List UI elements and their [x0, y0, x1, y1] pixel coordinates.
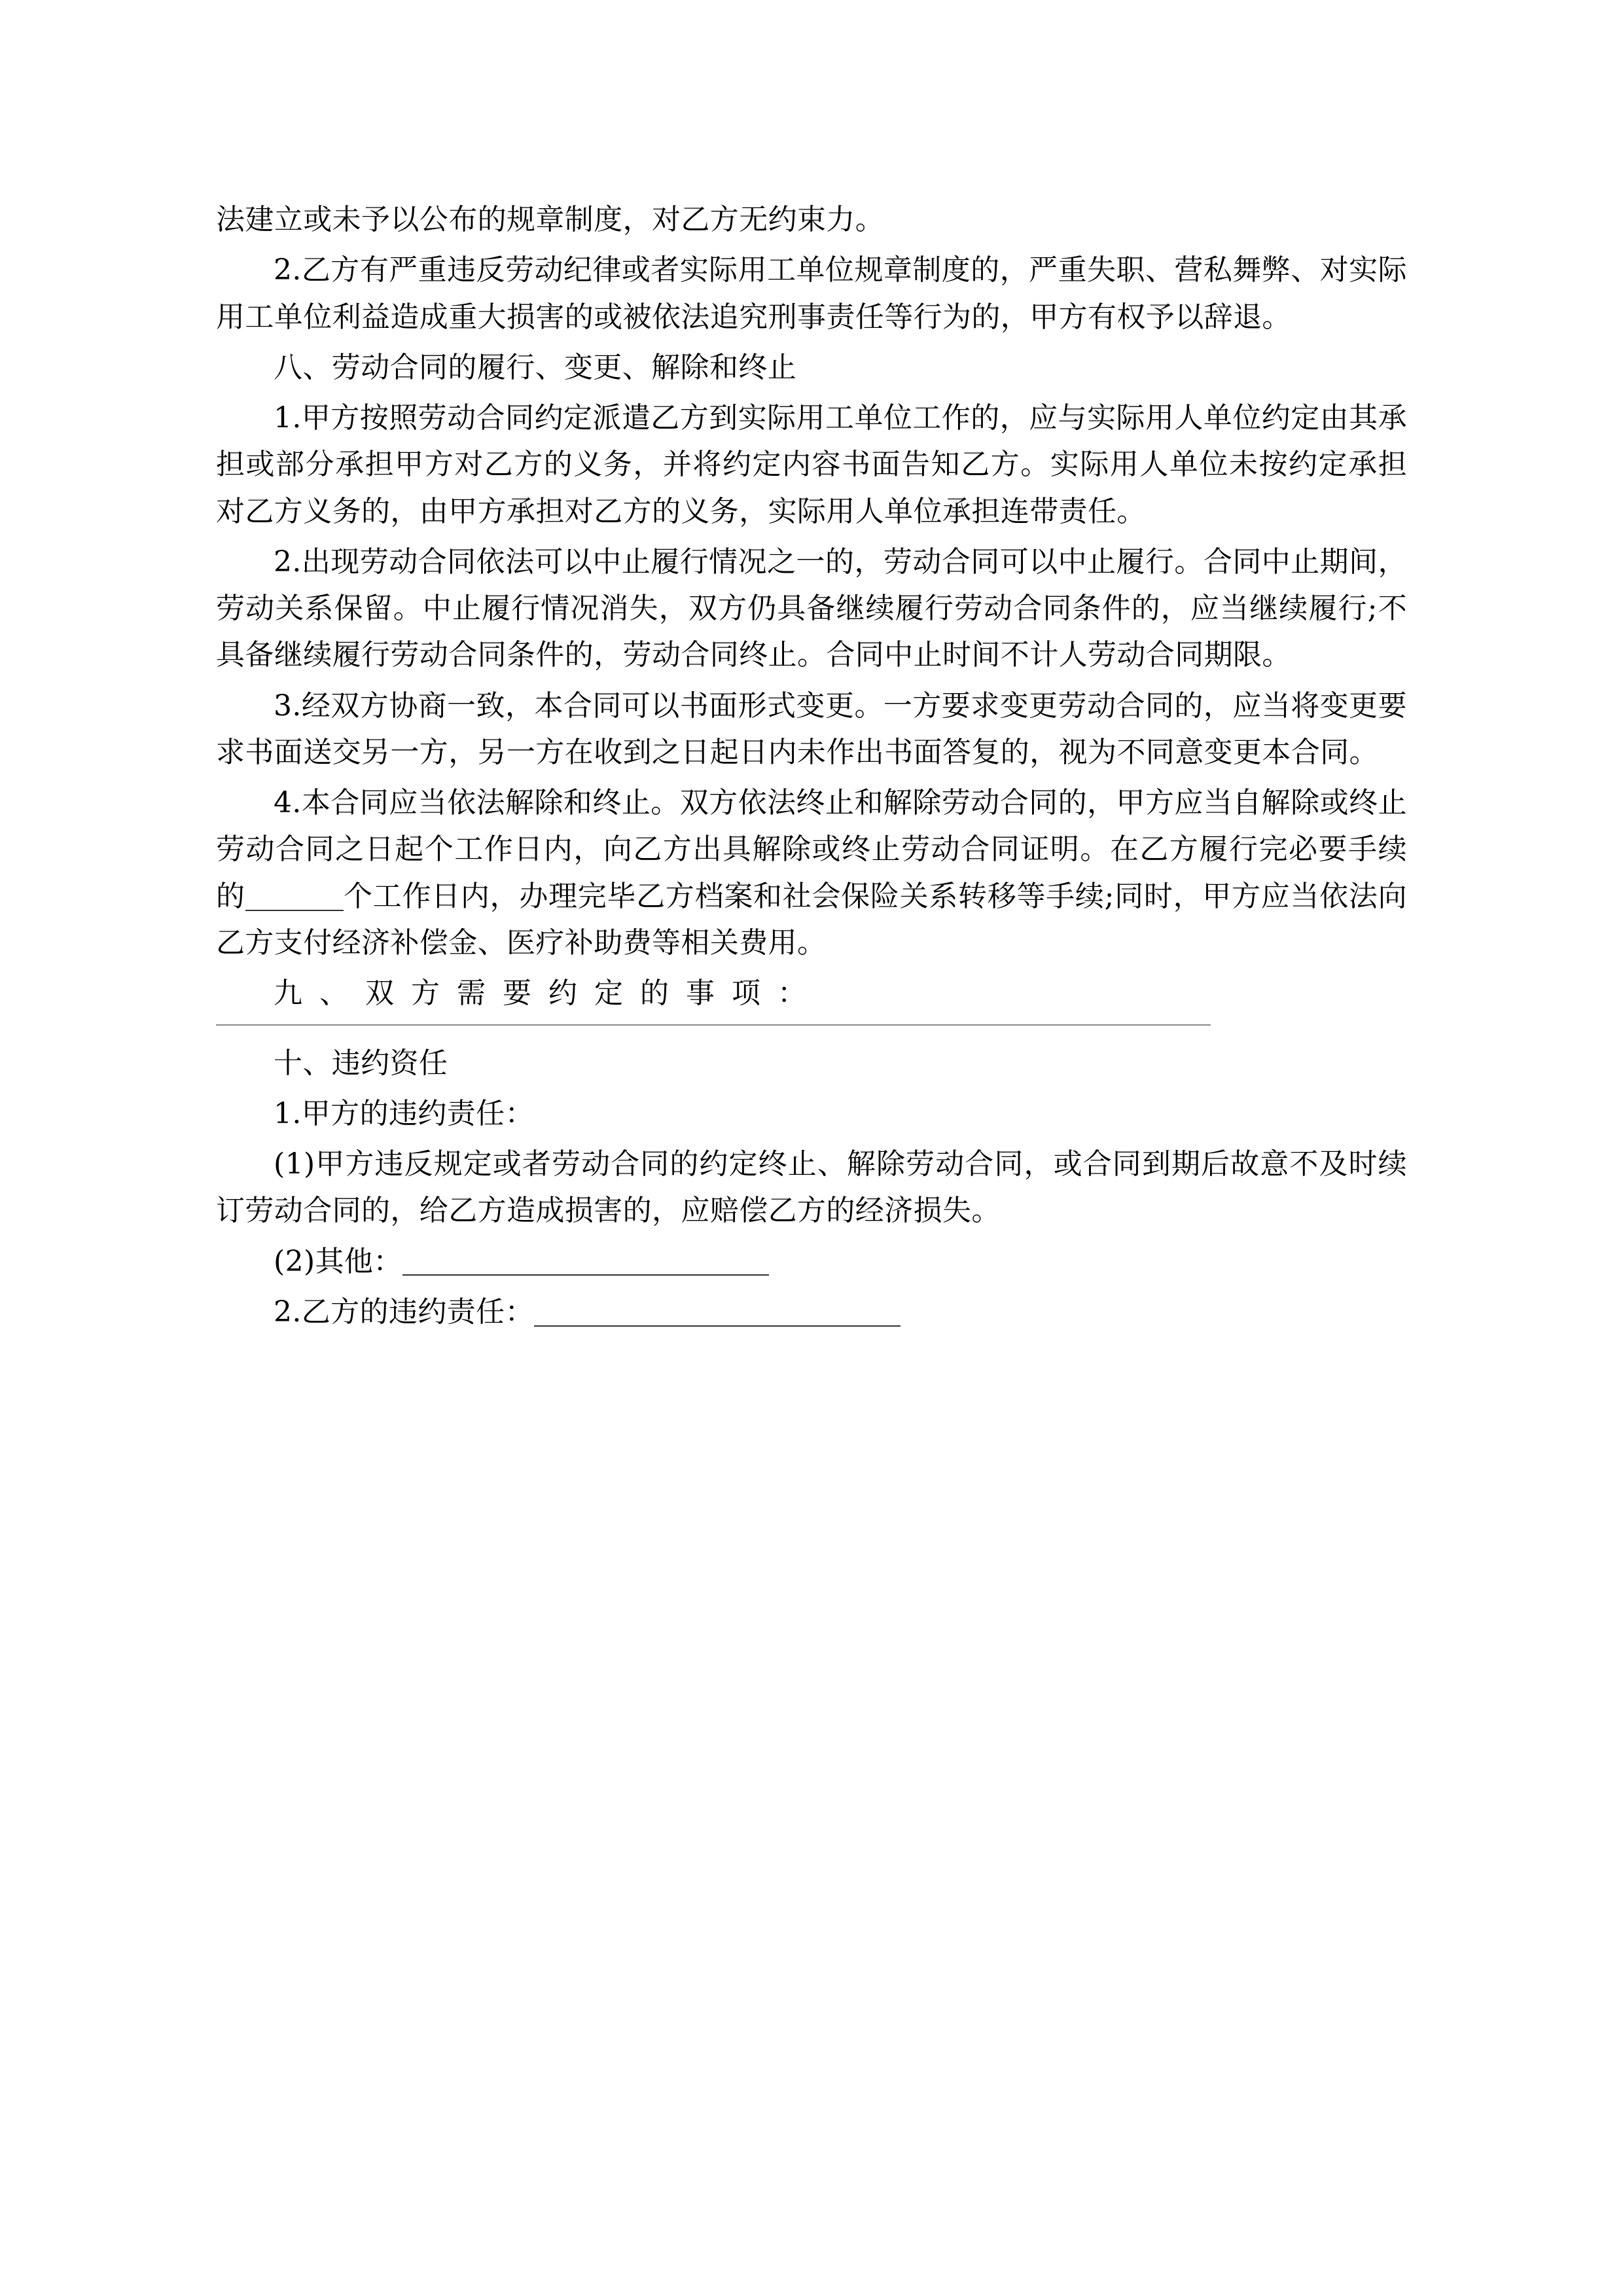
- paragraph-8-4-part2: 个工作日内，办理完毕乙方档案和社会保险关系转移等手续;同时，甲方应当依法向乙方支付经济补偿金、医疗补助费等相关费用。: [216, 879, 1407, 960]
- heading-section-10: 十、违约资任: [274, 1046, 448, 1080]
- heading-section-9: 九、双方需要约定的事项：: [274, 977, 823, 1011]
- paragraph-8-1: 1.甲方按照劳动合同约定派遣乙方到实际用工单位工作的，应与实际用人单位约定由其承担或部分承担甲方对乙方的义务，并将约定内容书面告知乙方。实际用人单位未按约定承担对乙方义务的，由甲方承担对乙方的义务，实际用人单位承担连带责任。: [216, 401, 1407, 528]
- blank-field-other-breach[interactable]: [402, 1246, 769, 1276]
- paragraph-8-3: 3.经双方协商一致，本合同可以书面形式变更。一方要求变更劳动合同的，应当将变更要求书面送交另一方，另一方在收到之日起日内未作出书面答复的，视为不同意变更本合同。: [216, 689, 1407, 769]
- blank-field-section-9[interactable]: [216, 1024, 1211, 1026]
- paragraph-8-2: 2.出现劳动合同依法可以中止履行情况之一的，劳动合同可以中止履行。合同中止期间，劳动关系保留。中止履行情况消失，双方仍具备继续履行劳动合同条件的，应当继续履行;不具备继续履行劳动合同条件的，劳动合同终止。合同中止时间不计人劳动合同期限。: [216, 545, 1407, 672]
- blank-field-workdays[interactable]: [245, 881, 344, 911]
- paragraph-10-2-label: 2.乙方的违约责任：: [274, 1295, 534, 1329]
- paragraph-10-1-1: (1)甲方违反规定或者劳动合同的约定终止、解除劳动合同，或合同到期后故意不及时续订劳动合同的，给乙方造成损害的，应赔偿乙方的经济损失。: [216, 1147, 1407, 1228]
- paragraph-10-2: [216, 1289, 1407, 1335]
- paragraph-8-4: [216, 780, 1407, 966]
- document-body: [216, 196, 1407, 1335]
- paragraph-10-1-2-label: (2)其他：: [274, 1244, 402, 1278]
- paragraph-10-1: 1.甲方的违约责任：: [274, 1096, 534, 1130]
- blank-field-party-b-breach[interactable]: [534, 1297, 901, 1327]
- paragraph-7-2: 2.乙方有严重违反劳动纪律或者实际用工单位规章制度的，严重失职、营私舞弊、对实际用工单位利益造成重大损害的或被依法追究刑事责任等行为的，甲方有权予以辞退。: [216, 253, 1407, 334]
- paragraph-continued: 法建立或未予以公布的规章制度，对乙方无约束力。: [216, 203, 885, 236]
- paragraph-10-1-2: [216, 1238, 1407, 1285]
- heading-section-8: 八、劳动合同的履行、变更、解除和终止: [274, 350, 797, 384]
- paragraph-8-4-part1: 4.本合同应当依法解除和终止。双方依法终止和解除劳动合同的，甲方应当自解除或终止劳动合同之日起个工作日内，向乙方出具解除或终止劳动合同证明。在乙方履行完必要手续的: [216, 786, 1407, 913]
